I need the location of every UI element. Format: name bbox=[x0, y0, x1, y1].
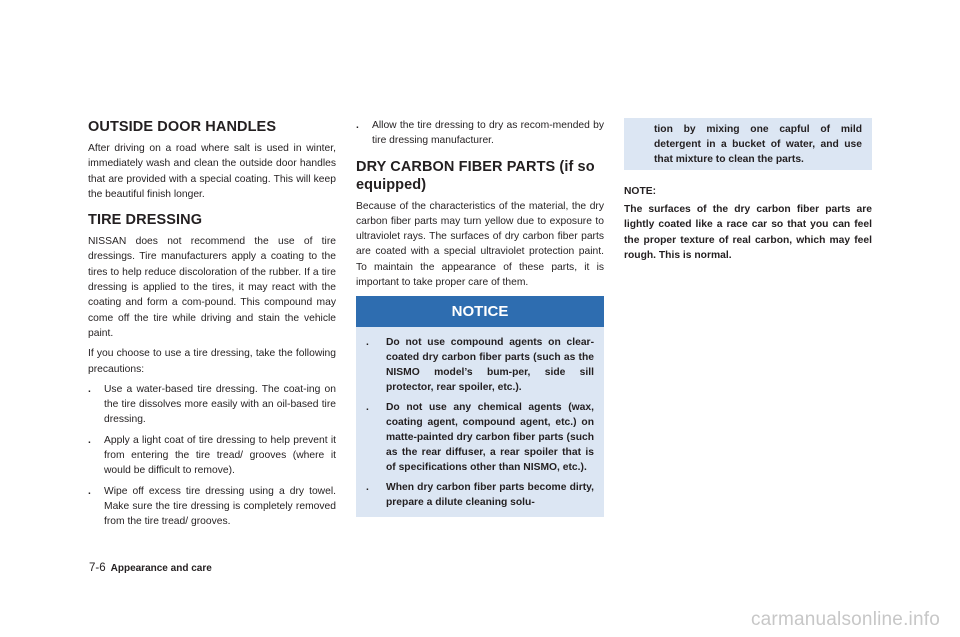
notice-list bbox=[366, 335, 594, 510]
heading-dry-carbon-fiber: DRY CARBON FIBER PARTS (if so equipped) bbox=[356, 158, 595, 193]
bullet-mark: . bbox=[88, 434, 91, 446]
list-item: . Do not use compound agents on clear-coated dry carbon fiber parts (such as the NISMO model’s bum-per, side sill protector, rear spoiler, etc.). bbox=[366, 337, 594, 394]
column-middle bbox=[356, 118, 604, 517]
paragraph-precautions-intro: If you choose to use a tire dressing, take the following precautions: bbox=[88, 348, 336, 375]
page-number: 7-6 bbox=[89, 562, 106, 574]
note-text: The surfaces of the dry carbon fiber parts are lightly coated like a race car so that you can feel the proper texture of real carbon, which may feel rough. This is normal. bbox=[624, 204, 872, 261]
bullet-mark: . bbox=[366, 482, 369, 494]
page-footer bbox=[89, 561, 212, 576]
notice-body bbox=[356, 327, 604, 517]
paragraph-tire-dressing: NISSAN does not recommend the use of tire dressings. Tire manufacturers apply a coating to the tires to help reduce discoloration of the rubber. If a tire dressing is applied to the tires, it may react with the coating and form a com-pound. This compound may come off the tire while driving and stain the vehicle paint. bbox=[88, 236, 336, 339]
list-item: . Allow the tire dressing to dry as recom-mended by tire dressing manufacturer. bbox=[356, 120, 604, 147]
list-item: . Use a water-based tire dressing. The coat-ing on the tire dissolves more easily with an oil-based tire dressing. bbox=[88, 383, 336, 426]
bullet-mark: . bbox=[356, 120, 359, 131]
precautions-list bbox=[88, 382, 336, 530]
heading-outside-door-handles: OUTSIDE DOOR HANDLES bbox=[88, 119, 277, 135]
paragraph-door-handles: After driving on a road where salt is used in winter, immediately wash and clean the outside door handles that are provided with a special coating. This will keep the beautiful finish longer. bbox=[88, 143, 336, 200]
notice-title: NOTICE bbox=[356, 296, 604, 327]
notice-box-continued bbox=[624, 118, 872, 170]
column-right bbox=[624, 118, 872, 263]
column-left bbox=[88, 118, 336, 535]
heading-tire-dressing: TIRE DRESSING bbox=[88, 212, 203, 229]
bullet-mark: . bbox=[366, 337, 369, 349]
list-item: . Apply a light coat of tire dressing to help prevent it from entering the tire tread/ grooves (where it would be difficult to remove). bbox=[88, 434, 336, 477]
bullet-mark: . bbox=[88, 383, 91, 395]
note-label: NOTE: bbox=[624, 186, 657, 197]
watermark: carmanualsonline.info bbox=[750, 609, 940, 630]
precautions-list-continued bbox=[356, 118, 604, 149]
bullet-mark: . bbox=[366, 402, 369, 414]
paragraph-carbon-fiber: Because of the characteristics of the material, the dry carbon fiber parts may turn yellow due to exposure to ultraviolet rays. The surfaces of dry carbon fiber parts are coated with a special ultraviolet protection paint. To maintain the appearance of these parts, it is important to take proper care of them. bbox=[356, 200, 604, 289]
list-item: . Do not use any chemical agents (wax, coating agent, compound agent, etc.) on matte-painted dry carbon fiber parts (such as the rear diffuser, a rear spoiler that is of specifications other than NISMO, etc.). bbox=[366, 402, 594, 474]
section-title: Appearance and care bbox=[110, 563, 212, 574]
notice-box bbox=[356, 296, 604, 517]
notice-continued-text: tion by mixing one capful of mild detergent in a bucket of water, and use that mixture to clean the parts. bbox=[654, 124, 862, 165]
bullet-mark: . bbox=[88, 485, 91, 497]
list-item: . When dry carbon fiber parts become dirty, prepare a dilute cleaning solu- bbox=[366, 482, 594, 509]
list-item: . Wipe off excess tire dressing using a dry towel. Make sure the tire dressing is completely removed from the tire tread/ grooves. bbox=[88, 485, 336, 528]
